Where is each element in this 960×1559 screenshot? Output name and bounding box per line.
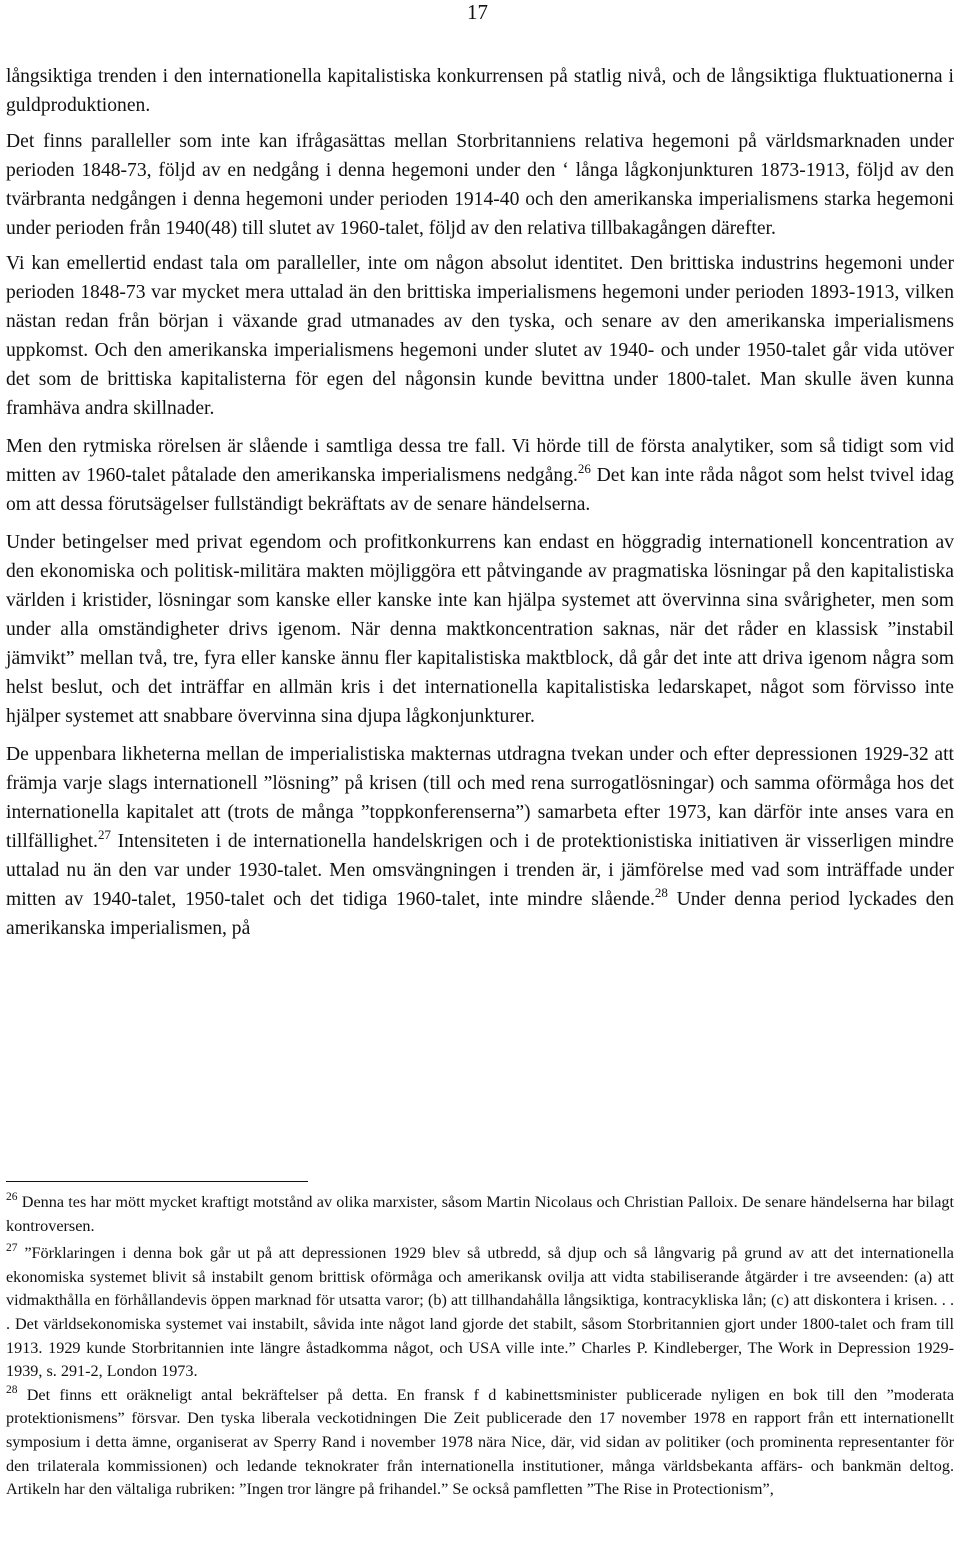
paragraph-4-text-after: Det kan inte råda något som helst tvivel idag om att dessa förutsägelser fullständigt bekräftats av de senare händelserna. xyxy=(6,465,954,515)
footnote-mark-26: 26 xyxy=(6,1191,18,1203)
footnote-ref-27: 27 xyxy=(97,827,111,842)
footnote-mark-28: 28 xyxy=(6,1383,18,1396)
footnote-mark-27: 27 xyxy=(6,1242,18,1255)
footnote-ref-28: 28 xyxy=(654,885,668,900)
page-number: 17 xyxy=(467,0,488,24)
footnote-28 xyxy=(6,1384,954,1502)
footnote-26 xyxy=(6,1191,954,1238)
footnote-26-text: Denna tes har mött mycket kraftigt motstånd av olika marxister, såsom Martin Nicolaus och Christian Palloix. De senare händelserna har bilagt kontroversen. xyxy=(6,1193,954,1235)
paragraph-4-text-before: Men den rytmiska rörelsen är slående i samtliga dessa tre fall. Vi hörde till de första analytiker, som så tidigt som vid mitten av 1960-talet påtalade den amerikanska imperialismens nedgång. xyxy=(6,436,954,486)
footnote-27 xyxy=(6,1242,954,1384)
paragraph-2: Det finns paralleller som inte kan ifrågasättas mellan Storbritanniens relativa hegemoni på världsmarknaden under perioden 1848-73, följd av en nedgång i denna hegemoni under den ‘ långa lågkonjunkturen 1873-1913, följd av den tvärbranta nedgången i denna hegemoni under perioden 1914-40 och den amerikanska imperialismens starka hegemoni under perioden från 1940(48) till slutet av 1960-talet, följd av den relativa tillbakagången därefter. xyxy=(6,131,954,239)
footnotes xyxy=(6,1191,954,1502)
paragraph-4 xyxy=(6,432,954,519)
paragraph-1: långsiktiga trenden i den internationella kapitalistiska konkurrensen på statlig nivå, och de långsiktiga fluktuationerna i guldproduktionen. xyxy=(6,66,954,116)
paragraph-6-text-before: De uppenbara likheterna mellan de imperialistiska makternas utdragna tvekan under och efter depressionen 1929-32 att främja varje slags internationell ”lösning” på krisen (till och med rena surrogatlösningar) och samma oförmåga hos det internationella kapitalet att (trots de många ”toppkonferenserna”) samarbeta efter 1973, kan därför inte anses vara en tillfällighet. xyxy=(6,744,954,852)
paragraph-3: Vi kan emellertid endast tala om paralleller, inte om någon absolut identitet. Den brittiska industrins hegemoni under perioden 1848-73 var mycket mera uttalad än den brittiska imperialismens hegemoni under perioden 1893-1913, vilken nästan redan från början i växande grad utmanades av den tyska, och senare av den amerikanska imperialismens uppkomst. Och den amerikanska imperialismens hegemoni under slutet av 1940- och under 1950-talet går vida utöver det som de brittiska kapitalisterna för egen del någonsin kunde bevittna under 1800-talet. Man skulle även kunna framhäva andra skillnader. xyxy=(6,253,954,419)
footnote-27-text: ”Förklaringen i denna bok går ut på att depressionen 1929 blev så utbredd, så djup och så långvarig på grund av att det internationella ekonomiska systemet blivit så instabilt genom brittisk oförmåga och amerikansk ovilja att vidta stabiliserande åtgärder i tre avseenden: (a) att vidmakthålla en förhållandevis öppen marknad för utsatta varor; (b) att tillhandahålla långsiktiga, kontracykliska lån; (c) att diskontera i krisen. . . . Det världsekonomiska systemet vai instabilt, såvida inte något land gjorde det stabilt, såsom Storbritannien gjort under 1800-talet och fram till 1913. 1929 kunde Storbritannien inte längre åstadkomma något, och USA ville inte.” Charles P. Kindleberger, The Work in Depression 1929-1939, s. 291-2, London 1973. xyxy=(6,1244,954,1381)
paragraph-5: Under betingelser med privat egendom och profitkonkurrens kan endast en höggradig internationell koncentration av den ekonomiska och politisk-militära makten möjliggöra ett påtvingande av pragmatiska lösningar på den kapitalistiska världen i kristider, lösningar som kanske eller kanske inte kan hjälpa systemet att övervinna sina svårigheter, men som under alla omständigheter drivs igenom. När denna maktkoncentration saknas, när det råder en klassisk ”instabil jämvikt” mellan två, tre, fyra eller kanske ännu fler kapitalistiska maktblock, då går det inte att driva igenom några som helst beslut, och det inträffar en allmän kris i det internationella kapitalistiska ledarskapet, något som förvisso inte hjälper systemet att snabbare övervinna sina djupa lågkonjunkturer. xyxy=(6,532,954,727)
paragraph-6-text-after: Under denna period lyckades den amerikanska imperialismen, på xyxy=(6,889,954,939)
footnote-28-text: Det finns ett oräkneligt antal bekräftelser på detta. En fransk f d kabinettsminister publicerade nyligen en bok till den ”moderata protektionismens” försvar. Den tyska liberala veckotidningen Die Zeit publicerade den 17 november 1978 en rapport från ett internationellt symposium i detta ämne, organiserat av Sperry Rand i november 1978 nära Nice, där, vid sidan av politiker (och prominenta representanter för den trilaterala kommissionen) och ledande teknokrater från internationella institutioner, många världsbekanta affärs- och bankmän deltog. Artikeln har den vältaliga rubriken: ”Ingen tror längre på frihandel.” Se också pamfletten ”The Rise in Protectionism”, xyxy=(6,1385,954,1499)
footnote-ref-26: 26 xyxy=(577,461,591,476)
body-text xyxy=(6,62,954,952)
footnote-divider xyxy=(6,1181,308,1182)
paragraph-6-text-middle: Intensiteten i de internationella handelskrigen och i de protektionistiska initiativen är visserligen mindre uttalad nu än den var under 1930-talet. Men omsvängningen i trenden är, i jämförelse med vad som inträffade under mitten av 1940-talet, 1950-talet och det tidiga 1960-talet, inte mindre slående. xyxy=(6,831,954,910)
paragraph-6 xyxy=(6,740,954,943)
